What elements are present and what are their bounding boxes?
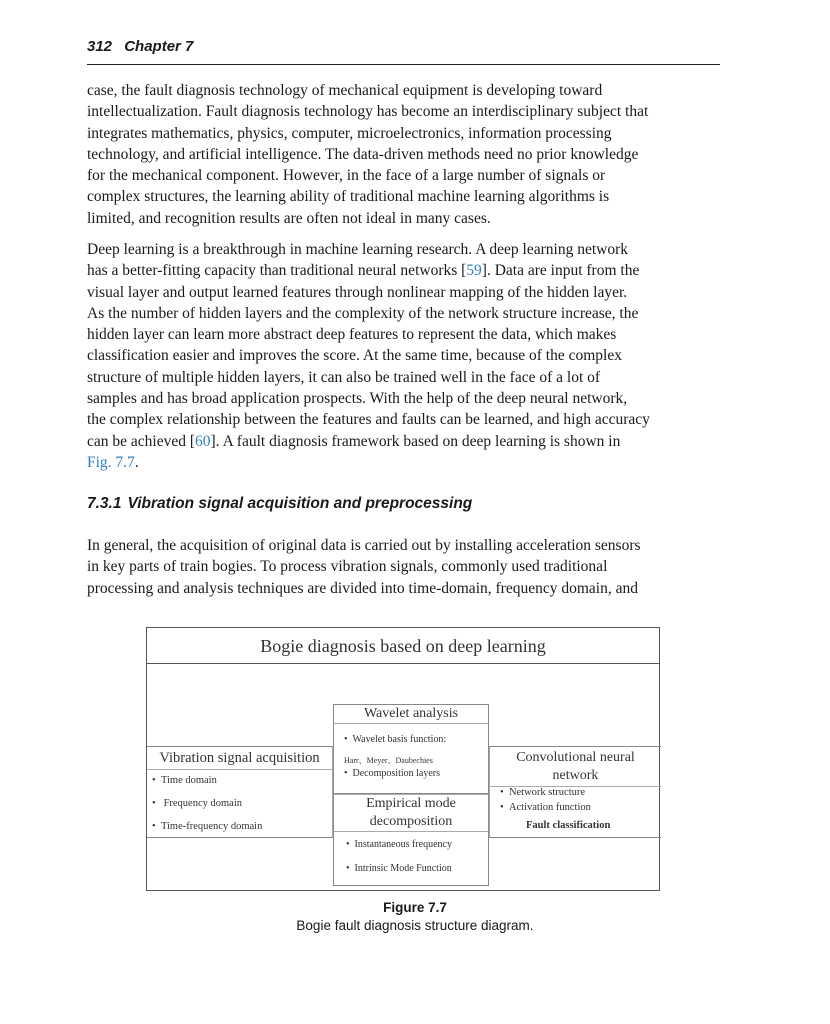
- section-number: 7.3.1: [87, 495, 122, 512]
- paragraph-1: [87, 80, 727, 229]
- page-number: 312: [87, 38, 113, 55]
- list-item: • Activation function: [500, 802, 591, 813]
- list-item: • Instantaneous frequency: [346, 839, 452, 850]
- wavelet-heading: Wavelet analysis: [334, 705, 488, 724]
- running-header: [87, 38, 720, 65]
- text-line: limited, and recognition results are often not ideal in many cases.: [87, 209, 491, 227]
- list-item: • Wavelet basis function:: [344, 734, 447, 745]
- list-item: • Time-frequency domain: [152, 821, 263, 832]
- text-line: classification easier and improves the score. At the same time, because of the complex: [87, 347, 622, 365]
- text-line: samples and has broad application prospects. With the help of the deep neural network,: [87, 390, 628, 408]
- cnn-box: [489, 746, 661, 838]
- text-line: processing and analysis techniques are divided into time-domain, frequency domain, and: [87, 579, 638, 597]
- list-item: • Decomposition layers: [344, 768, 440, 779]
- figure-caption-label: Figure 7.7: [383, 900, 447, 915]
- cnn-heading: Convolutional neural network: [490, 747, 661, 787]
- text-line: case, the fault diagnosis technology of mechanical equipment is developing toward: [87, 82, 603, 99]
- emd-heading: Empirical mode decomposition: [334, 795, 488, 832]
- text-line: In general, the acquisition of original data is carried out by installing acceleration sensors: [87, 537, 641, 554]
- text-line: As the number of hidden layers and the complexity of the network structure increase, the: [87, 304, 639, 322]
- text-line: intellectualization. Fault diagnosis technology has become an interdisciplinary subject that: [87, 103, 649, 121]
- wavelet-analysis-box: [333, 704, 489, 794]
- list-item: • Time domain: [152, 775, 217, 786]
- figure-7-7-link[interactable]: Fig. 7.7: [87, 453, 135, 471]
- section-heading: [87, 495, 472, 513]
- text-line: technology, and artificial intelligence. The data-driven methods need no prior knowledge: [87, 145, 639, 163]
- text-line: for the mechanical component. However, in the face of a large number of signals or: [87, 167, 606, 185]
- citation-59-link[interactable]: 59: [466, 262, 482, 280]
- text-line: has a better-fitting capacity than traditional neural networks [59]. Data are input from the: [87, 262, 640, 280]
- paragraph-3: [87, 535, 727, 599]
- text-line: visual layer and output learned features through nonlinear mapping of the hidden layer.: [87, 283, 628, 301]
- citation-60-link[interactable]: 60: [195, 432, 211, 450]
- text-line: Fig. 7.7.: [87, 453, 139, 471]
- paragraph-2: [87, 239, 727, 473]
- chapter-label: Chapter 7: [124, 38, 194, 55]
- text-line: structure of multiple hidden layers, it can also be trained well in the face of a lot of: [87, 368, 601, 386]
- text-line: complex structures, the learning ability of traditional machine learning algorithms is: [87, 188, 610, 206]
- list-item: • Network structure: [500, 787, 586, 798]
- list-item: • Intrinsic Mode Function: [346, 863, 452, 874]
- vibration-acquisition-box: [147, 746, 333, 838]
- figure-diagram: [146, 627, 660, 891]
- text-line: Deep learning is a breakthrough in machine learning research. A deep learning network: [87, 241, 629, 258]
- text-line: can be achieved [60]. A fault diagnosis framework based on deep learning is shown in: [87, 432, 621, 450]
- figure-caption-text: Bogie fault diagnosis structure diagram.: [296, 918, 534, 933]
- list-item: • Frequency domain: [152, 798, 242, 809]
- figure-title: Bogie diagnosis based on deep learning: [147, 628, 659, 664]
- text-line: hidden layer can learn more abstract deep features to represent the data, which makes: [87, 326, 617, 344]
- text-line: integrates mathematics, physics, computer, microelectronics, information processing: [87, 124, 612, 142]
- emd-box: [333, 794, 489, 886]
- list-item: Fault classification: [526, 820, 611, 831]
- list-item: Harr、Meyer、Daubechies: [344, 756, 433, 765]
- text-line: the complex relationship between the features and faults can be learned, and high accuracy: [87, 411, 650, 429]
- text-line: in key parts of train bogies. To process vibration signals, commonly used traditional: [87, 558, 608, 576]
- vibration-heading: Vibration signal acquisition: [147, 747, 332, 770]
- section-title-text: Vibration signal acquisition and preprocessing: [127, 495, 473, 512]
